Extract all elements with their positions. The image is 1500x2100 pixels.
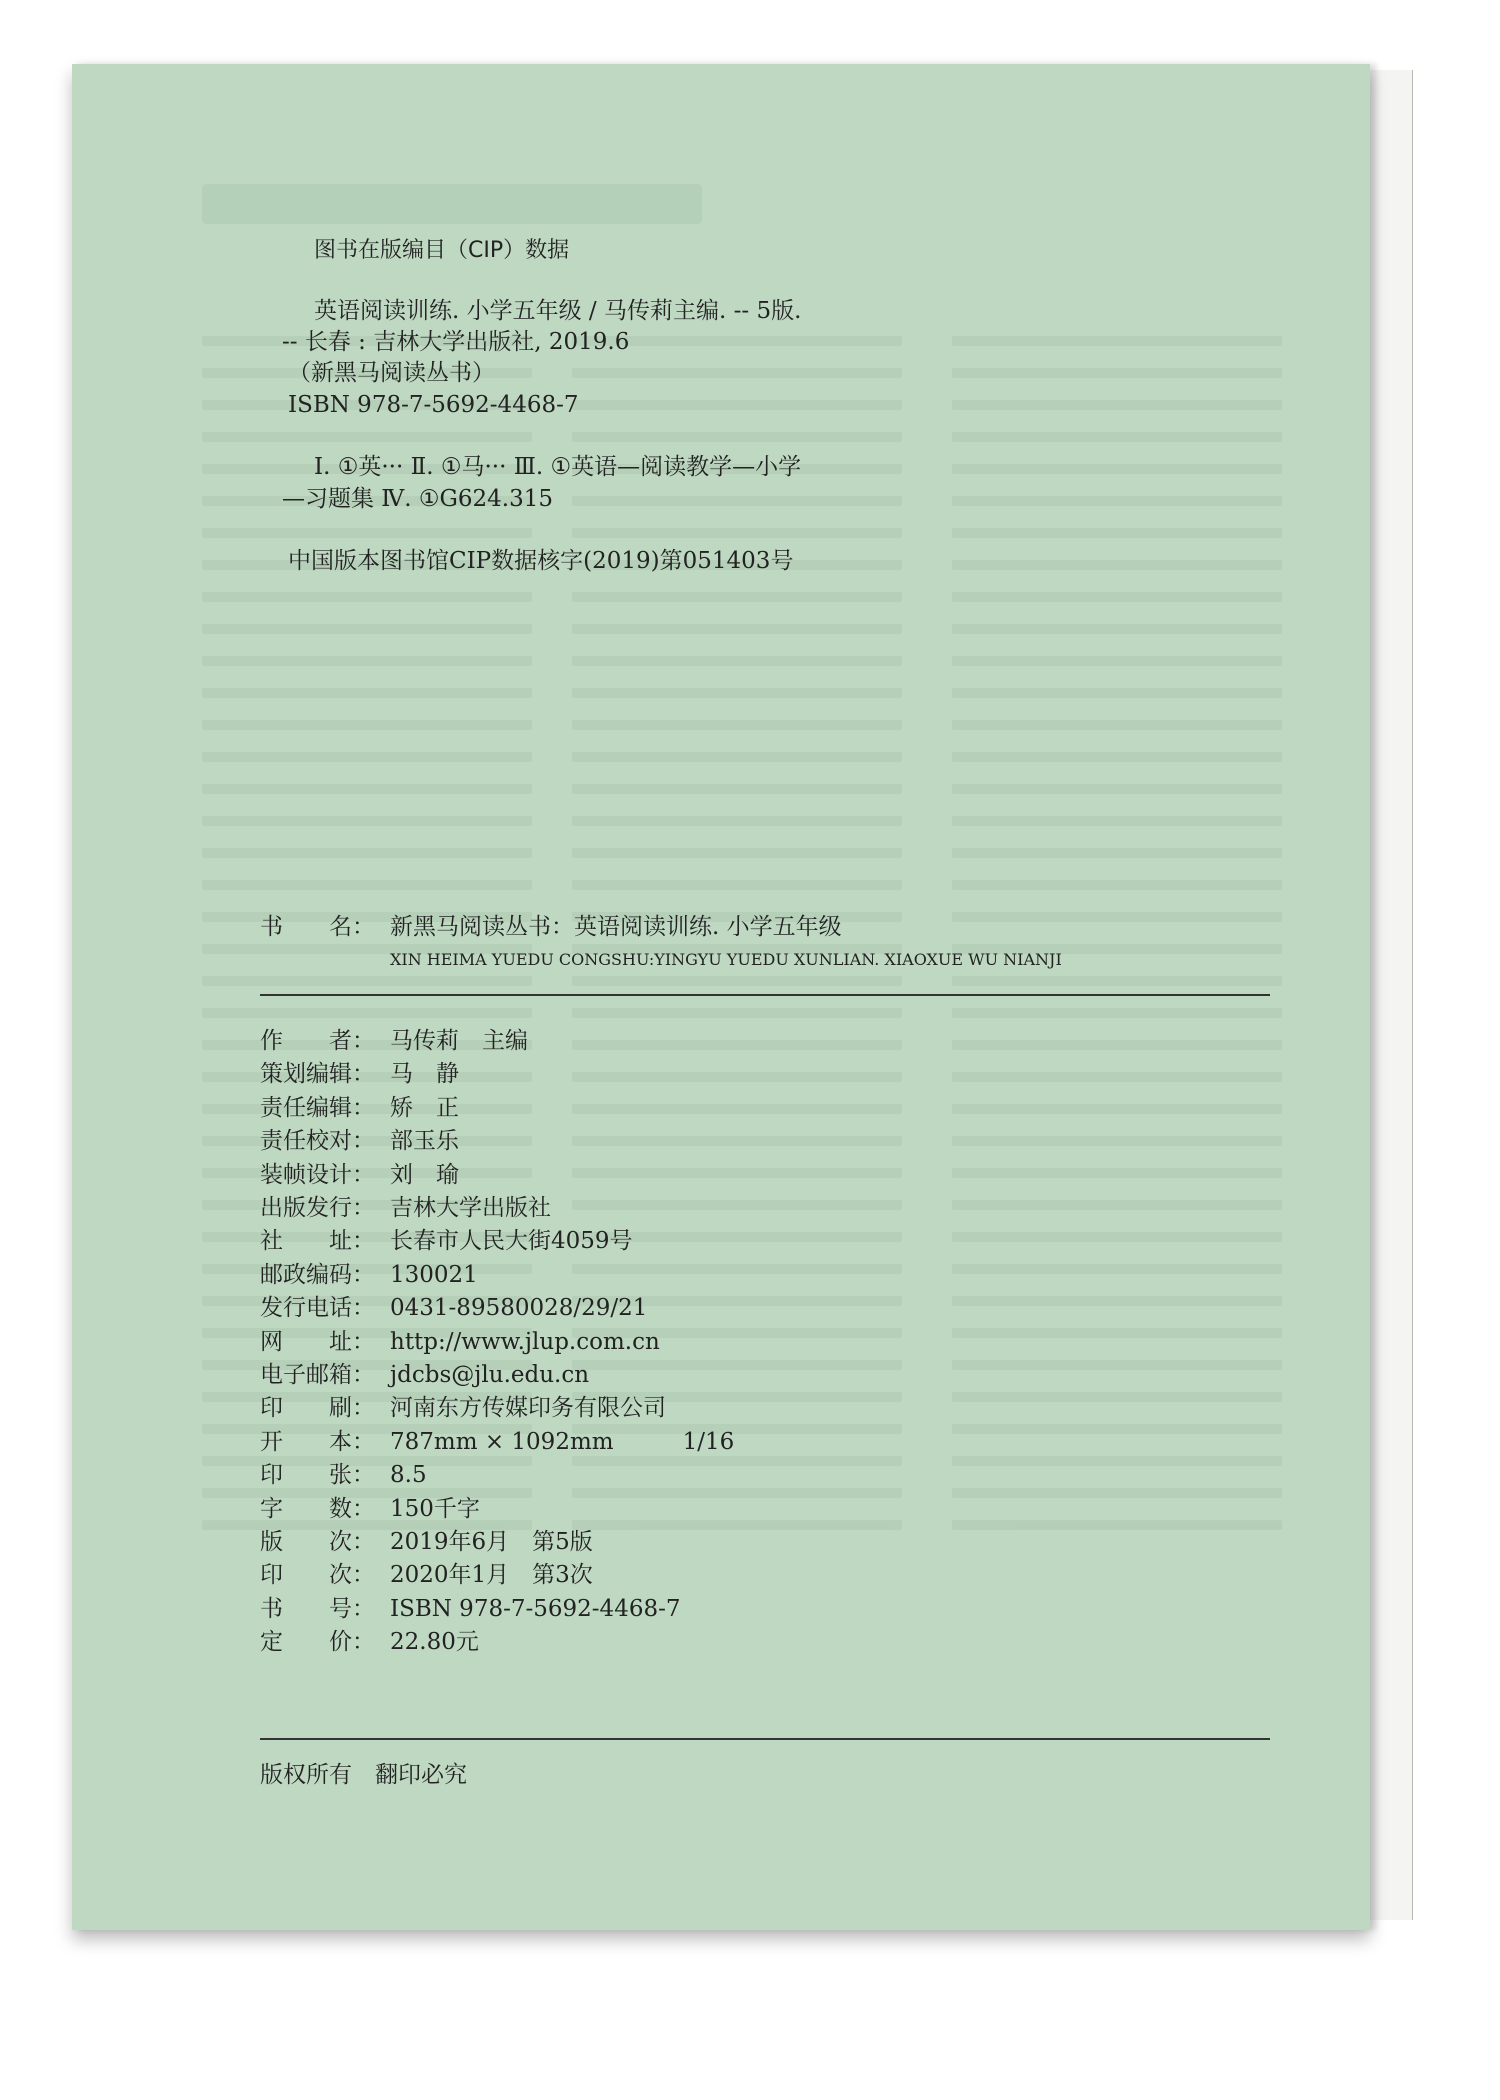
detail-value: 河南东方传媒印务有限公司 [390,1395,666,1421]
detail-value: 马传莉 主编 [390,1028,528,1054]
detail-label: 责任编辑： [260,1095,375,1121]
detail-label: 社 址： [260,1228,375,1254]
detail-value: 2019年6月 第5版 [390,1529,593,1555]
detail-label: 电子邮箱： [260,1362,375,1388]
detail-label: 定 价： [260,1629,375,1655]
detail-label: 出版发行： [260,1195,375,1221]
detail-value: jdcbs@jlu.edu.cn [390,1362,590,1388]
detail-label: 版 次： [260,1529,375,1555]
detail-label: 发行电话： [260,1295,375,1321]
detail-label: 作 者： [260,1028,375,1054]
divider-bottom [260,1738,1270,1740]
title-value: 新黑马阅读丛书：英语阅读训练. 小学五年级 [390,914,842,940]
detail-label: 策划编辑： [260,1061,375,1087]
title-pinyin: XIN HEIMA YUEDU CONGSHU:YINGYU YUEDU XUNLIAN. XIAOXUE WU NIANJI [390,950,1062,969]
cip-class-2: —习题集 Ⅳ. ①G624.315 [282,486,554,512]
detail-label: 印 张： [260,1462,375,1488]
cip-class-1: Ⅰ. ①英··· Ⅱ. ①马··· Ⅲ. ①英语—阅读教学—小学 [314,454,802,480]
title-label: 书 名： [260,914,375,940]
detail-value: http://www.jlup.com.cn [390,1329,660,1355]
detail-value: 刘 瑜 [390,1162,459,1188]
detail-value: ISBN 978-7-5692-4468-7 [390,1596,681,1622]
divider-top [260,994,1270,996]
detail-value: 8.5 [390,1462,427,1488]
cip-line-3: （新黑马阅读丛书） [288,360,495,386]
cip-line-2: -- 长春 : 吉林大学出版社, 2019.6 [282,329,630,355]
detail-label: 责任校对： [260,1128,375,1154]
detail-value: 部玉乐 [390,1128,459,1154]
detail-label: 书 号： [260,1596,375,1622]
detail-value: 2020年1月 第3次 [390,1562,593,1588]
detail-value: 150千字 [390,1496,480,1522]
copyright-page [72,64,1370,1930]
detail-value: 22.80元 [390,1629,479,1655]
detail-value: 吉林大学出版社 [390,1195,551,1221]
detail-label: 字 数： [260,1496,375,1522]
detail-label: 开 本： [260,1429,375,1455]
cip-heading: 图书在版编目（CIP）数据 [314,238,570,263]
copyright-notice: 版权所有 翻印必究 [260,1762,467,1788]
detail-value: 马 静 [390,1061,459,1087]
detail-value: 787mm × 1092mm 1/16 [390,1429,735,1455]
cip-line-1: 英语阅读训练. 小学五年级 / 马传莉主编. -- 5版. [314,298,802,324]
cip-record: 中国版本图书馆CIP数据核字(2019)第051403号 [288,548,794,574]
detail-value: 130021 [390,1262,478,1288]
detail-value: 0431-89580028/29/21 [390,1295,648,1321]
detail-label: 印 次： [260,1562,375,1588]
detail-label: 网 址： [260,1329,375,1355]
detail-value: 矫 正 [390,1095,459,1121]
detail-label: 邮政编码： [260,1262,375,1288]
cip-line-4: ISBN 978-7-5692-4468-7 [288,392,579,418]
detail-value: 长春市人民大街4059号 [390,1228,633,1254]
detail-label: 装帧设计： [260,1162,375,1188]
detail-label: 印 刷： [260,1395,375,1421]
